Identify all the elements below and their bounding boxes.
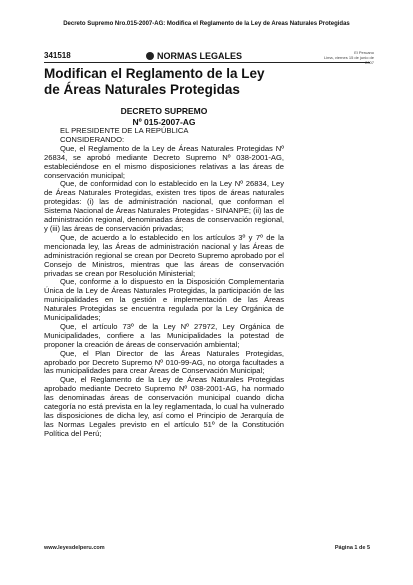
body-paragraph: Que, de acuerdo a lo establecido en los artículos 3º y 7º de la mencionada ley, las Áreas de administración nacional y las Áreas de administración regional se crean por Decreto Supremo aprobado por el Consejo de Ministros, mientras que las áreas de conservación privadas se crean por Resolución Ministerial; — [44, 232, 284, 278]
decree-type: DECRETO SUPREMO — [120, 106, 208, 116]
body-paragraph: Que, conforme a lo dispuesto en la Disposición Complementaria Única de la Ley de Áreas Naturales Protegidas, la participación de las municipalidades en la gestión e implementación de las Áreas Naturales Protegidas se encuentra regulada por la Ley Orgánica de Municipalidades; — [44, 277, 284, 323]
gazette-logo-icon — [146, 52, 154, 60]
body-paragraph: Que, el artículo 73º de la Ley Nº 27972, Ley Orgánica de Municipalidades, confiere a las Municipalidades la potestad de proponer la creación de áreas de conservación ambiental; — [44, 321, 284, 349]
article-title: Modifican el Reglamento de la Ley de Áreas Naturales Protegidas — [44, 66, 265, 97]
decree-heading — [44, 106, 284, 128]
gazette-masthead — [146, 51, 242, 61]
header-divider — [44, 62, 370, 63]
president-heading: EL PRESIDENTE DE LA REPÚBLICA — [60, 126, 189, 135]
decree-number: Nº 015-2007-AG — [132, 117, 196, 127]
gazette-page-number: 341518 — [44, 51, 71, 60]
article-body — [44, 127, 284, 547]
body-paragraph: Que, el Reglamento de la Ley de Áreas Naturales Protegidas Nº 26834, se aprobó mediante Decreto Supremo Nº 038-2001-AG, estableciéndose en el mismo disposiciones relativas a las áreas de conservación municipal; — [44, 143, 284, 180]
document-header-title: Decreto Supremo Nro.015-2007-AG: Modifica el Reglamento de la Ley de Areas Naturales Protegidas — [63, 21, 350, 27]
gazette-corner-line: El Peruano — [354, 50, 374, 55]
body-paragraph: Que, de conformidad con lo establecido en la Ley Nº 26834, Ley de Áreas Naturales Protegidas, existen tres tipos de áreas naturales protegidas: (i) las de administración nacional, que conforman el Sistema Nacional de Áreas Naturales Protegidas - SINANPE; (ii) las de administración regional, denominadas áreas de conservación regional, y (iii) las áreas de conservación privadas; — [44, 179, 284, 233]
body-paragraph: Que, el Plan Director de las Áreas Naturales Protegidas, aprobado por Decreto Supremo Nº 010-99-AG, no otorga facultades a las municipalidades para crear Áreas de Conservación Municipal; — [44, 348, 284, 376]
page-indicator: Página 1 de 5 — [334, 545, 370, 551]
gazette-corner-line: Lima, viernes 15 de junio de 2007 — [323, 55, 374, 65]
website-link[interactable]: www.leyesdelperu.com — [44, 545, 105, 551]
body-paragraph: Que, el Reglamento de la Ley de Áreas Naturales Protegidas aprobado mediante Decreto Supremo Nº 038-2001-AG, ha normado las denominadas áreas de conservación municipal cuando dicha categoría no está prevista en la ley reglamentada, lo cual ha vulnerado las disposiciones de dicha ley, así como el Principio de Jerarquía de las Normas Legales previsto en el artículo 51º de la Constitución Política del Perú; — [44, 375, 284, 438]
considering-heading: CONSIDERANDO: — [60, 134, 125, 144]
gazette-name: NORMAS LEGALES — [157, 51, 243, 61]
